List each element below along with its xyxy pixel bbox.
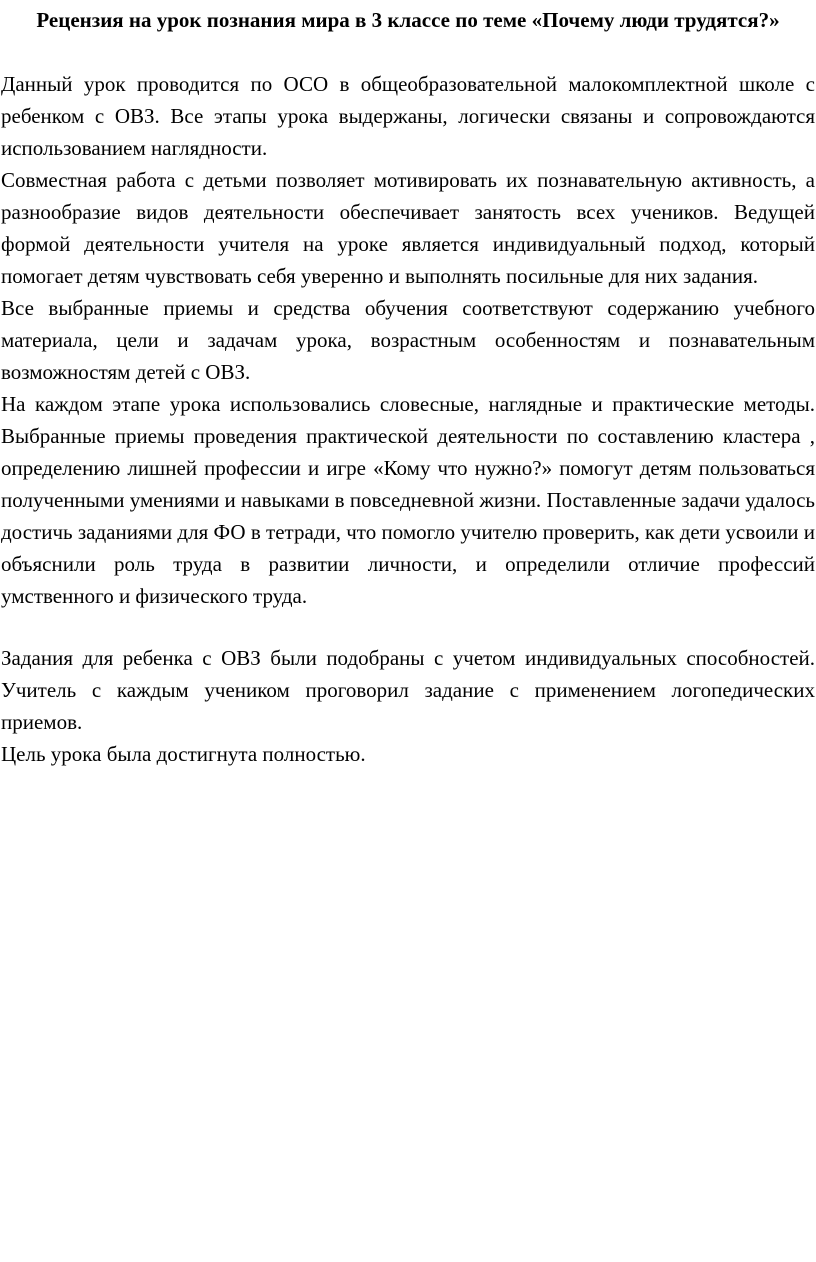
paragraph-lesson-stages: На каждом этапе урока использовались словесные, наглядные и практические методы. Выбранные приемы проведения практической деятельности по составлению кластера , определению лишней профессии и игре «Кому что нужно?» помогут детям пользоваться полученными умениями и навыками в повседневной жизни. Поставленные задачи удалось достичь заданиями для ФО в тетради, что помогло учителю проверить, как дети усвоили и объяснили роль труда в развитии личности, и определили отличие профессий умственного и физического труда. (1, 392, 815, 608)
paragraph-joint-work: Совместная работа с детьми позволяет мотивировать их познавательную активность, а разнообразие видов деятельности обеспечивает занятость всех учеников. Ведущей формой деятельности учителя на уроке является индивидуальный подход, который помогает детям чувствовать себя уверенно и выполнять посильные для них задания. (1, 168, 815, 288)
document-body (1, 68, 815, 770)
paragraph-tasks-for-child: Задания для ребенка с ОВЗ были подобраны с учетом индивидуальных способностей. Учитель с каждым учеником проговорил задание с применением логопедических приемов. (1, 646, 815, 734)
paragraph-methods-choice: Все выбранные приемы и средства обучения соответствуют содержанию учебного материала, цели и задачам урока, возрастным особенностям и познавательным возможностям детей с ОВЗ. (1, 296, 815, 384)
paragraph-spacer (1, 612, 815, 642)
paragraph-lesson-overview: Данный урок проводится по ОСО в общеобразовательной малокомплектной школе с ребенком с ОВЗ. Все этапы урока выдержаны, логически связаны и сопровождаются использованием наглядности. (1, 72, 815, 160)
paragraph-conclusion: Цель урока была достигнута полностью. (1, 742, 366, 766)
document-title: Рецензия на урок познания мира в 3 классе по теме «Почему люди трудятся?» (36, 8, 780, 32)
